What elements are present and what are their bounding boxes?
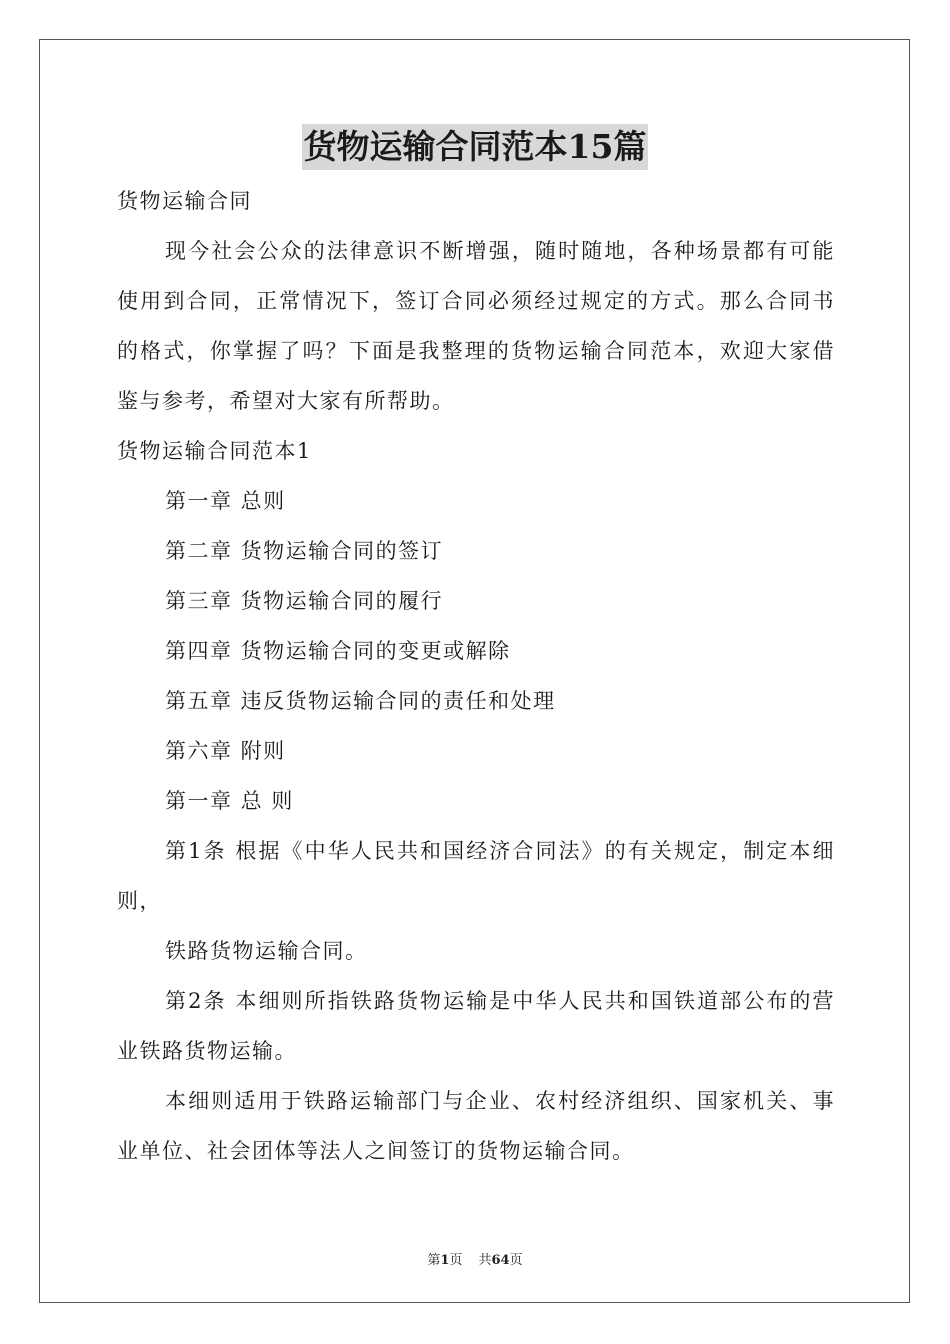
chapter1-heading: 第一章 总 则 [165,789,294,813]
article-2: 第2条 本细则所指铁路货物运输是中华人民共和国铁道部公布的营业铁路货物运输。 [117,989,835,1063]
page-mid: 页 [449,1253,463,1268]
document-title: 货物运输合同范本15篇 [302,124,649,170]
toc-item-5: 第五章 违反货物运输合同的责任和处理 [165,689,556,713]
page-footer [0,1249,950,1268]
section-heading: 货物运输合同范本1 [117,439,312,463]
toc-item-6: 第六章 附则 [165,739,286,763]
article-2-scope: 本细则适用于铁路运输部门与企业、农村经济组织、国家机关、事业单位、社会团体等法人之间签订的货物运输合同。 [117,1089,835,1163]
article-1-continuation: 铁路货物运输合同。 [165,939,368,963]
toc-item-3: 第三章 货物运输合同的履行 [165,589,444,613]
page-prefix: 第 [427,1253,441,1268]
article-1: 第1条 根据《中华人民共和国经济合同法》的有关规定，制定本细则， [117,839,835,913]
toc-item-4: 第四章 货物运输合同的变更或解除 [165,639,511,663]
document-body [117,176,835,1176]
total-prefix: 共 [478,1253,492,1268]
toc-item-2: 第二章 货物运输合同的签订 [165,539,444,563]
total-suffix: 页 [509,1253,523,1268]
page-current: 1 [440,1253,450,1268]
intro-paragraph: 现今社会公众的法律意识不断增强，随时随地，各种场景都有可能使用到合同，正常情况下，签订合同必须经过规定的方式。那么合同书的格式，你掌握了吗？下面是我整理的货物运输合同范本，欢迎大家借鉴与参考，希望对大家有所帮助。 [117,239,835,413]
title-container [0,124,950,170]
toc-item-1: 第一章 总则 [165,489,286,513]
subtitle: 货物运输合同 [117,189,252,213]
page-total: 64 [491,1253,510,1268]
